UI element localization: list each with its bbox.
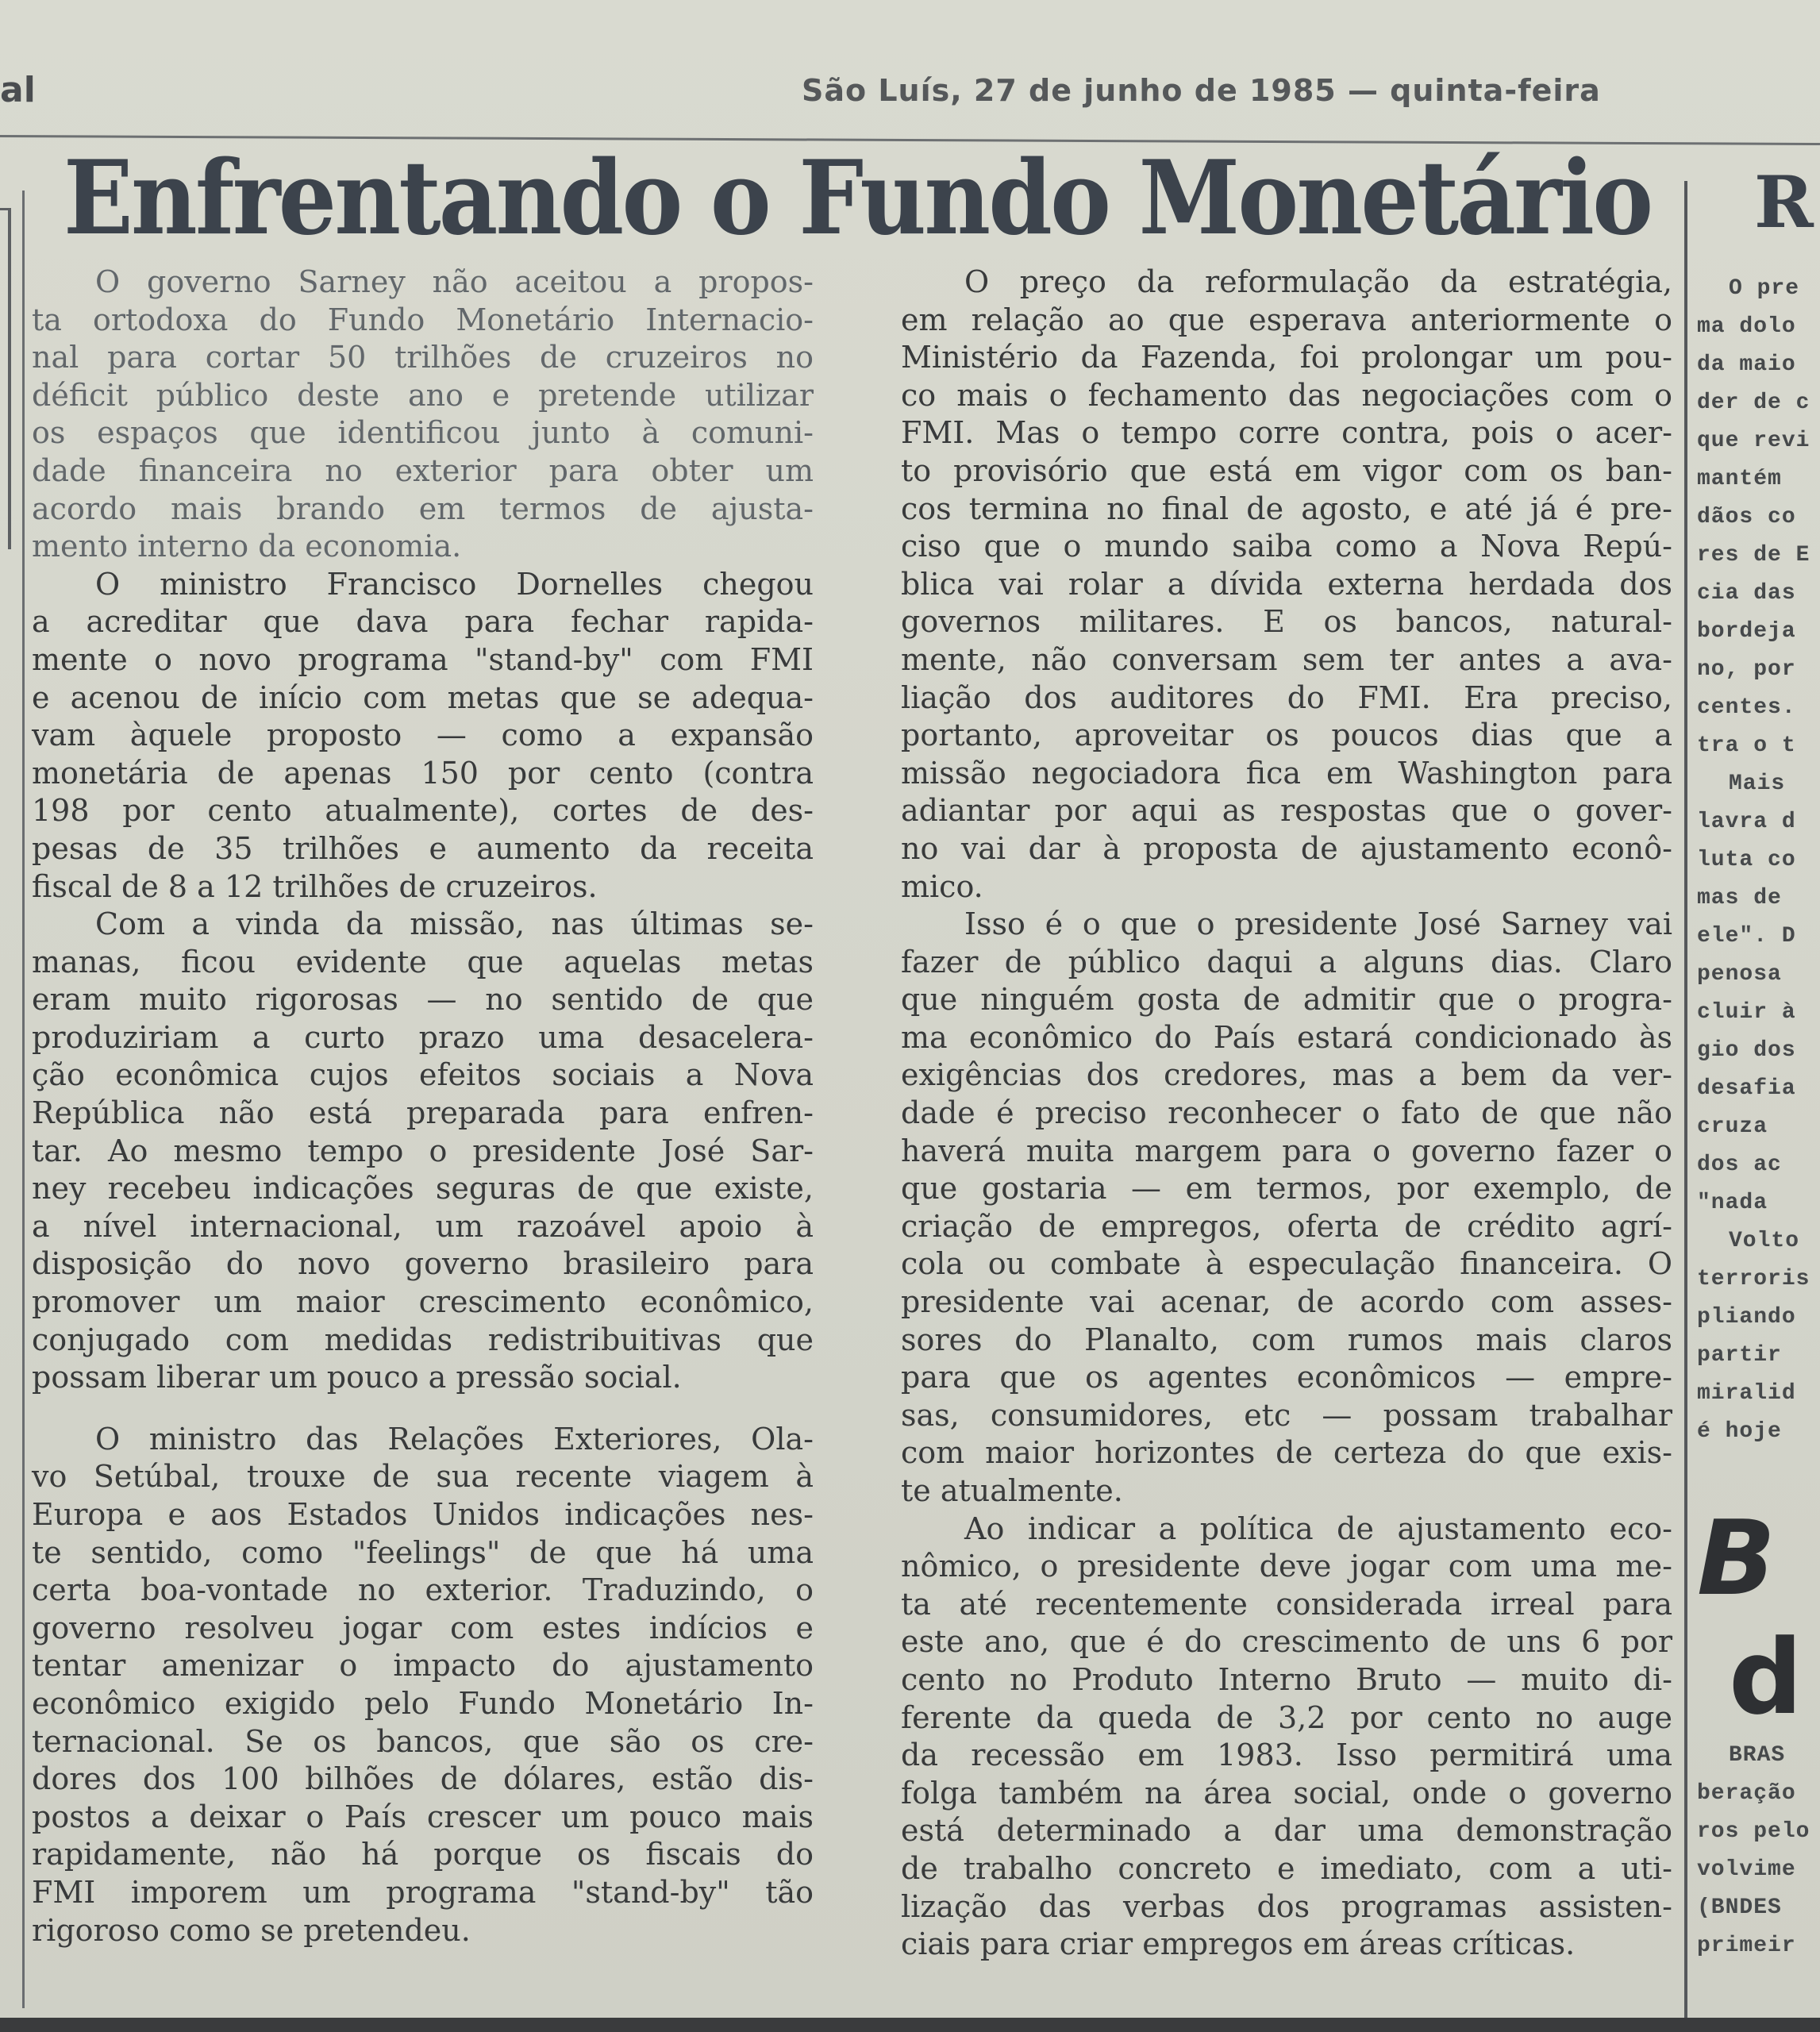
text-line: Isso é o que o presidente José Sarney vai (964, 906, 1672, 942)
fragment-headline-2-line-2: d (1729, 1617, 1803, 1738)
text-line: folga também na área social, onde o governo (901, 1775, 1672, 1811)
article-paragraph (32, 566, 814, 906)
text-line: co mais o fechamento das negociações com o (901, 377, 1672, 413)
text-line: e acenou de início com metas que se adequa- (32, 679, 814, 715)
fragment-text-line: miralid (1697, 1381, 1796, 1406)
fragment-text-line: Mais (1729, 772, 1786, 796)
fragment-text-line: bordeja (1697, 619, 1796, 644)
text-line: dade financeira no exterior para obter um (32, 452, 814, 488)
fragment-text-line: tra o t (1697, 733, 1796, 758)
text-line: ney recebeu indicações seguras de que existe, (32, 1171, 814, 1206)
text-line: da recessão em 1983. Isso permitirá uma (901, 1738, 1672, 1773)
adjacent-article-border (8, 208, 11, 549)
text-line: está determinado a dar uma demonstração (901, 1813, 1672, 1849)
text-line: nal para cortar 50 trilhões de cruzeiros no (32, 340, 814, 375)
article-headline: Enfrentando o Fundo Monetário (63, 139, 1652, 258)
text-line: cos termina no final de agosto, e até já é pre- (901, 491, 1672, 526)
fragment-text-line: der de c (1697, 391, 1810, 415)
fragment-text-line: ma dolo (1697, 314, 1796, 339)
text-line: sores do Planalto, com rumos mais claros (901, 1322, 1672, 1357)
article-paragraph (901, 1511, 1672, 1964)
article-paragraph (901, 264, 1672, 906)
fragment-text-line: ros pelo (1697, 1819, 1810, 1844)
fragment-text-line: mantém (1697, 467, 1782, 491)
text-line: ção econômica cujos efeitos sociais a Nova (32, 1057, 814, 1093)
fragment-text-line: primeir (1697, 1934, 1796, 1958)
dateline: São Luís, 27 de junho de 1985 — quinta-feira (802, 73, 1601, 108)
text-line: haverá muita margem para o governo fazer o (901, 1133, 1672, 1168)
text-line: possam liberar um pouco a pressão social. (32, 1360, 682, 1395)
text-line: manas, ficou evidente que aquelas metas (32, 944, 814, 979)
text-line: FMI imporem um programa "stand-by" tão (32, 1874, 814, 1910)
text-line: Ministério da Fazenda, foi prolongar um pou- (901, 340, 1672, 375)
text-line: vam àquele proposto — como a expansão (32, 718, 814, 753)
text-line: em relação ao que esperava anteriormente o (901, 302, 1672, 337)
text-line: 198 por cento atualmente), cortes de des- (32, 793, 814, 829)
text-line: mento interno da economia. (32, 529, 462, 564)
text-line: ta até recentemente considerada irreal para (901, 1586, 1672, 1622)
fragment-text-line: beração (1697, 1781, 1796, 1806)
text-line: missão negociadora fica em Washington para (901, 755, 1672, 791)
text-line: governo resolveu jogar com estes indícios e (32, 1610, 814, 1645)
fragment-text-line: volvime (1697, 1857, 1796, 1882)
fragment-text-line: terroris (1697, 1267, 1810, 1291)
text-line: este ano, que é do crescimento de uns 6 por (901, 1624, 1672, 1660)
adjacent-article-fragment (1697, 159, 1820, 2016)
column-rule-right (1684, 181, 1687, 2022)
text-line: acordo mais brando em termos de ajusta- (32, 491, 814, 526)
article-column-left (32, 264, 814, 1949)
fragment-text-line: cluir à (1697, 1000, 1796, 1025)
text-line: O ministro das Relações Exteriores, Ola- (95, 1421, 814, 1457)
text-line: mente, não conversam sem ter antes a ava- (901, 641, 1672, 677)
text-line: fiscal de 8 a 12 trilhões de cruzeiros. (32, 868, 598, 904)
text-line: ciso que o mundo saiba como a Nova Repú- (901, 529, 1672, 564)
fragment-headline-2-line-1: B (1697, 1498, 1776, 1618)
text-line: O ministro Francisco Dornelles chegou (95, 566, 814, 602)
fragment-text-line: cia das (1697, 581, 1796, 606)
text-line: sas, consumidores, etc — possam trabalhar (901, 1397, 1672, 1433)
text-line: eram muito rigorosas — no sentido de que (32, 982, 814, 1018)
text-line: ternacional. Se os bancos, que são os cre- (32, 1723, 814, 1759)
column-rule-left (22, 190, 25, 2008)
article-paragraph (901, 906, 1672, 1511)
fragment-text-line: é hoje (1697, 1419, 1782, 1444)
text-line: presidente vai acenar, de acordo com asses- (901, 1284, 1672, 1320)
fragment-body-1 (1697, 270, 1820, 1451)
text-line: que gostaria — em termos, por exemplo, de (901, 1171, 1672, 1206)
text-line: mente o novo programa "stand-by" com FMI (32, 641, 814, 677)
text-line: O preço da reformulação da estratégia, (964, 264, 1672, 299)
text-line: que ninguém gosta de admitir que o progra- (901, 982, 1672, 1018)
article-paragraph (32, 906, 814, 1397)
text-line: tar. Ao mesmo tempo o presidente José Sar- (32, 1133, 814, 1168)
text-line: lização das verbas dos programas assisten- (901, 1888, 1672, 1924)
text-line: Ao indicar a política de ajustamento eco- (964, 1511, 1672, 1546)
text-line: vo Setúbal, trouxe de sua recente viagem à (32, 1459, 814, 1495)
text-line: déficit público deste ano e pretende utilizar (32, 377, 814, 413)
fragment-text-line: mas de (1697, 886, 1782, 910)
text-line: dade é preciso reconhecer o fato de que não (901, 1095, 1672, 1131)
text-line: to provisório que está em vigor com os ban- (901, 452, 1672, 488)
text-line: ta ortodoxa do Fundo Monetário Internacio- (32, 302, 814, 337)
page-bottom-edge (0, 2018, 1820, 2032)
fragment-text-line: dos ac (1697, 1153, 1782, 1177)
fragment-text-line: dãos co (1697, 505, 1796, 529)
text-line: monetária de apenas 150 por cento (contra (32, 755, 814, 791)
text-line: tentar amenizar o impacto do ajustamento (32, 1648, 814, 1684)
fragment-text-line: ele". D (1697, 924, 1796, 949)
fragment-text-line: centes. (1697, 695, 1796, 720)
text-line: te sentido, como "feelings" de que há uma (32, 1534, 814, 1570)
text-line: a nível internacional, um razoável apoio à (32, 1208, 814, 1244)
text-line: criação de empregos, oferta de crédito agrí- (901, 1208, 1672, 1244)
fragment-text-line: gio dos (1697, 1038, 1796, 1063)
text-line: produziriam a curto prazo uma desacelera- (32, 1019, 814, 1055)
text-line: exigências dos credores, mas a bem da ver- (901, 1057, 1672, 1093)
text-line: certa boa-vontade no exterior. Traduzindo, o (32, 1572, 814, 1608)
text-line: mico. (901, 868, 983, 904)
text-line: dores dos 100 bilhões de dólares, estão dis- (32, 1761, 814, 1797)
text-line: O governo Sarney não aceitou a propos- (95, 264, 814, 299)
text-line: econômico exigido pelo Fundo Monetário In- (32, 1685, 814, 1721)
fragment-text-line: que revi (1697, 429, 1810, 453)
fragment-text-line: BRAS (1729, 1743, 1786, 1768)
previous-page-label-fragment: al (0, 70, 36, 110)
text-line: nômico, o presidente deve jogar com uma me- (901, 1549, 1672, 1584)
text-line: cento no Produto Interno Bruto — muito di- (901, 1661, 1672, 1697)
fragment-body-2 (1697, 1737, 1820, 1965)
fragment-text-line: no, por (1697, 657, 1796, 682)
article-paragraph (32, 264, 814, 566)
text-line: governos militares. E os bancos, natural- (901, 604, 1672, 640)
text-line: liação dos auditores do FMI. Era preciso, (901, 679, 1672, 715)
text-line: te atualmente. (901, 1473, 1123, 1508)
text-line: para que os agentes econômicos — empre- (901, 1360, 1672, 1395)
text-line: disposição do novo governo brasileiro para (32, 1246, 814, 1282)
fragment-text-line: lavra d (1697, 810, 1796, 834)
text-line: pesas de 35 trilhões e aumento da receita (32, 830, 814, 866)
text-line: a acreditar que dava para fechar rapida- (32, 604, 814, 640)
text-line: FMI. Mas o tempo corre contra, pois o acer- (901, 415, 1672, 451)
fragment-text-line: da maio (1697, 352, 1796, 377)
text-line: ferente da queda de 3,2 por cento no auge (901, 1699, 1672, 1735)
fragment-text-line: "nada (1697, 1191, 1768, 1215)
fragment-text-line: penosa (1697, 962, 1782, 987)
text-line: Europa e aos Estados Unidos indicações nes- (32, 1497, 814, 1532)
article-paragraph (32, 1421, 814, 1949)
fragment-headline: R (1754, 160, 1814, 244)
fragment-text-line: partir (1697, 1343, 1782, 1368)
text-line: Com a vinda da missão, nas últimas se- (95, 906, 814, 942)
text-line: ciais para criar empregos em áreas críticas. (901, 1926, 1576, 1962)
text-line: ma econômico do País estará condicionado às (901, 1019, 1672, 1055)
fragment-text-line: Volto (1729, 1229, 1800, 1253)
article-column-right (901, 264, 1672, 1964)
text-line: postos a deixar o País crescer um pouco mais (32, 1799, 814, 1834)
text-line: fazer de público daqui a alguns dias. Claro (901, 944, 1672, 979)
text-line: República não está preparada para enfren- (32, 1095, 814, 1131)
text-line: promover um maior crescimento econômico, (32, 1284, 814, 1320)
text-line: rigoroso como se pretendeu. (32, 1912, 471, 1948)
fragment-text-line: (BNDES (1697, 1895, 1782, 1920)
fragment-text-line: desafia (1697, 1076, 1796, 1101)
text-line: portanto, aproveitar os poucos dias que a (901, 718, 1672, 753)
fragment-text-line: cruza (1697, 1114, 1768, 1139)
fragment-text-line: pliando (1697, 1305, 1796, 1330)
text-line: com maior horizontes de certeza do que exis- (901, 1435, 1672, 1471)
fragment-text-line: O pre (1729, 276, 1800, 301)
text-line: rapidamente, não há porque os fiscais do (32, 1837, 814, 1872)
text-line: conjugado com medidas redistribuitivas que (32, 1322, 814, 1357)
text-line: de trabalho concreto e imediato, com a uti- (901, 1850, 1672, 1886)
text-line: cola ou combate à especulação financeira. O (901, 1246, 1672, 1282)
fragment-text-line: luta co (1697, 848, 1796, 872)
text-line: adiantar por aqui as respostas que o gover- (901, 793, 1672, 829)
fragment-text-line: res de E (1697, 543, 1810, 568)
text-line: os espaços que identificou junto à comuni- (32, 415, 814, 451)
text-line: blica vai rolar a dívida externa herdada dos (901, 566, 1672, 602)
text-line: no vai dar à proposta de ajustamento econô- (901, 830, 1672, 866)
